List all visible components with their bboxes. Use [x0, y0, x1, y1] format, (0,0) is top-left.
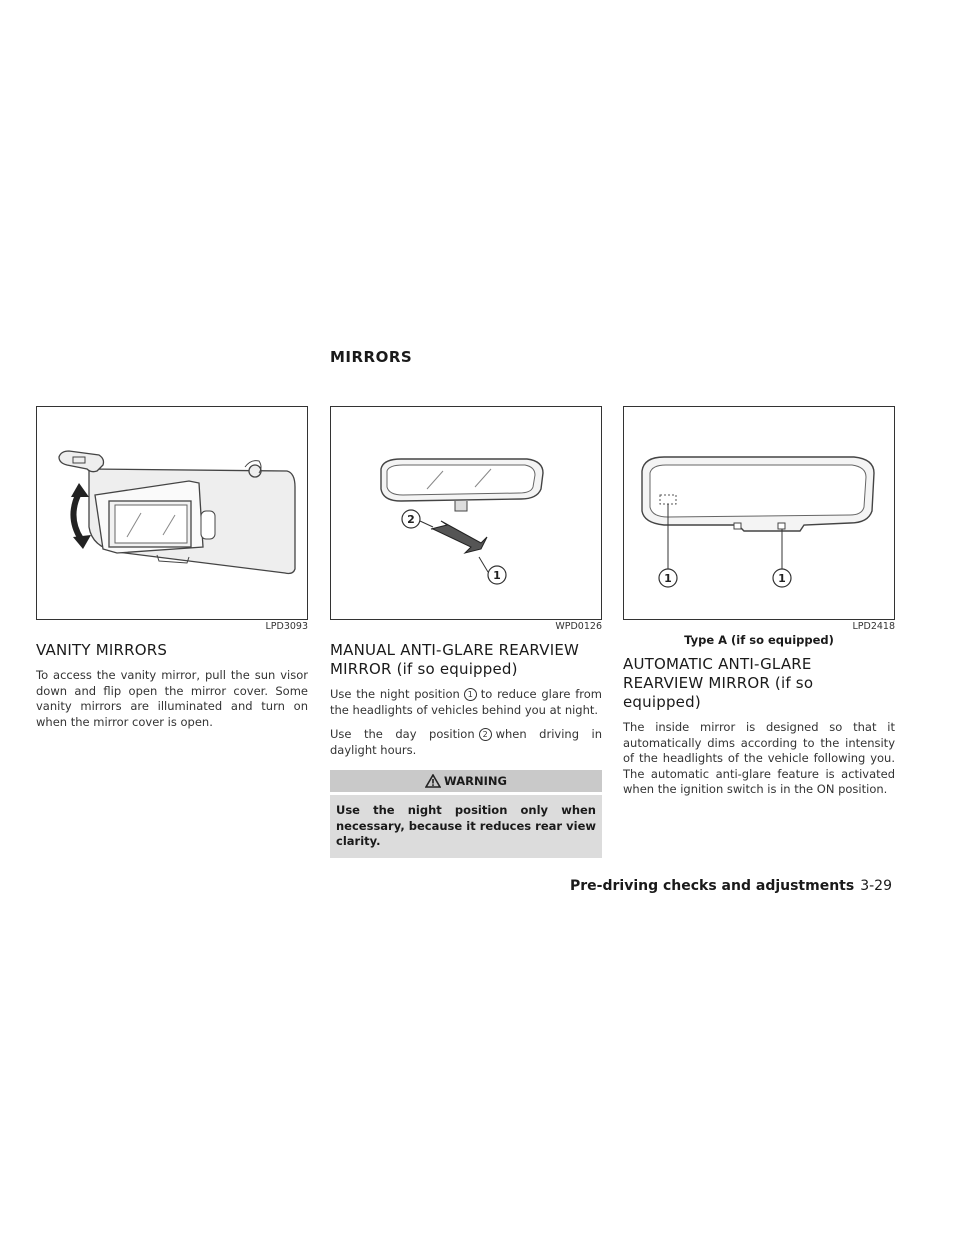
night-position-text [330, 687, 602, 718]
callout-1-left-label: 1 [664, 572, 672, 585]
day-text-before: Use the day position [330, 727, 475, 741]
night-text-before: Use the night position [330, 687, 460, 701]
chapter-title: Pre-driving checks and adjustments [570, 878, 855, 894]
manual-mirror-illustration [330, 406, 602, 620]
automatic-mirror-drawing [624, 407, 894, 619]
manual-mirror-drawing [331, 407, 601, 619]
callout-1-right-label: 1 [778, 572, 786, 585]
vanity-mirrors-column [36, 406, 308, 739]
sun-visor-drawing [37, 407, 307, 619]
callout-2-label: 2 [407, 513, 415, 526]
automatic-mirror-illustration [623, 406, 895, 620]
callout-1-icon: 1 [464, 688, 477, 701]
figure-code: LPD3093 [265, 621, 308, 632]
automatic-mirror-text: The inside mirror is designed so that it automatically dims according to the intensity of the headlights of the vehicle following you. The automatic anti-glare feature is activated when the ignition switch is in the ON position. [623, 720, 895, 796]
section-title: MIRRORS [330, 348, 413, 366]
vanity-mirrors-heading: VANITY MIRRORS [36, 641, 168, 659]
page-footer [570, 878, 892, 894]
manual-mirror-heading: MANUAL ANTI-GLARE REARVIEW MIRROR (if so equipped) [330, 641, 580, 678]
page-number: 3-29 [860, 878, 892, 894]
night-text-after: to reduce glare from the headlights of vehicles behind you at night. [330, 687, 602, 717]
manual-mirror-column [330, 406, 602, 858]
automatic-mirror-heading: AUTOMATIC ANTI-GLARE REARVIEW MIRROR (if so equipped) [623, 655, 814, 711]
warning-icon [425, 774, 441, 788]
callout-1-label: 1 [493, 569, 501, 582]
warning-text: Use the night position only when necessary, because it reduces rear view clarity. [330, 795, 602, 858]
warning-title: WARNING [444, 774, 507, 788]
day-position-text [330, 727, 602, 758]
day-text-after: when driving in daylight hours. [330, 727, 602, 757]
warning-header [330, 770, 602, 792]
callout-2-icon: 2 [479, 728, 492, 741]
vanity-mirror-illustration [36, 406, 308, 620]
figure-caption: Type A (if so equipped) [684, 633, 834, 647]
automatic-mirror-column [623, 406, 895, 807]
figure-code: LPD2418 [852, 621, 895, 632]
vanity-mirrors-text: To access the vanity mirror, pull the sun visor down and flip open the mirror cover. Some vanity mirrors are illuminated and turn on when the mirror cover is open. [36, 668, 308, 729]
figure-code: WPD0126 [555, 621, 602, 632]
